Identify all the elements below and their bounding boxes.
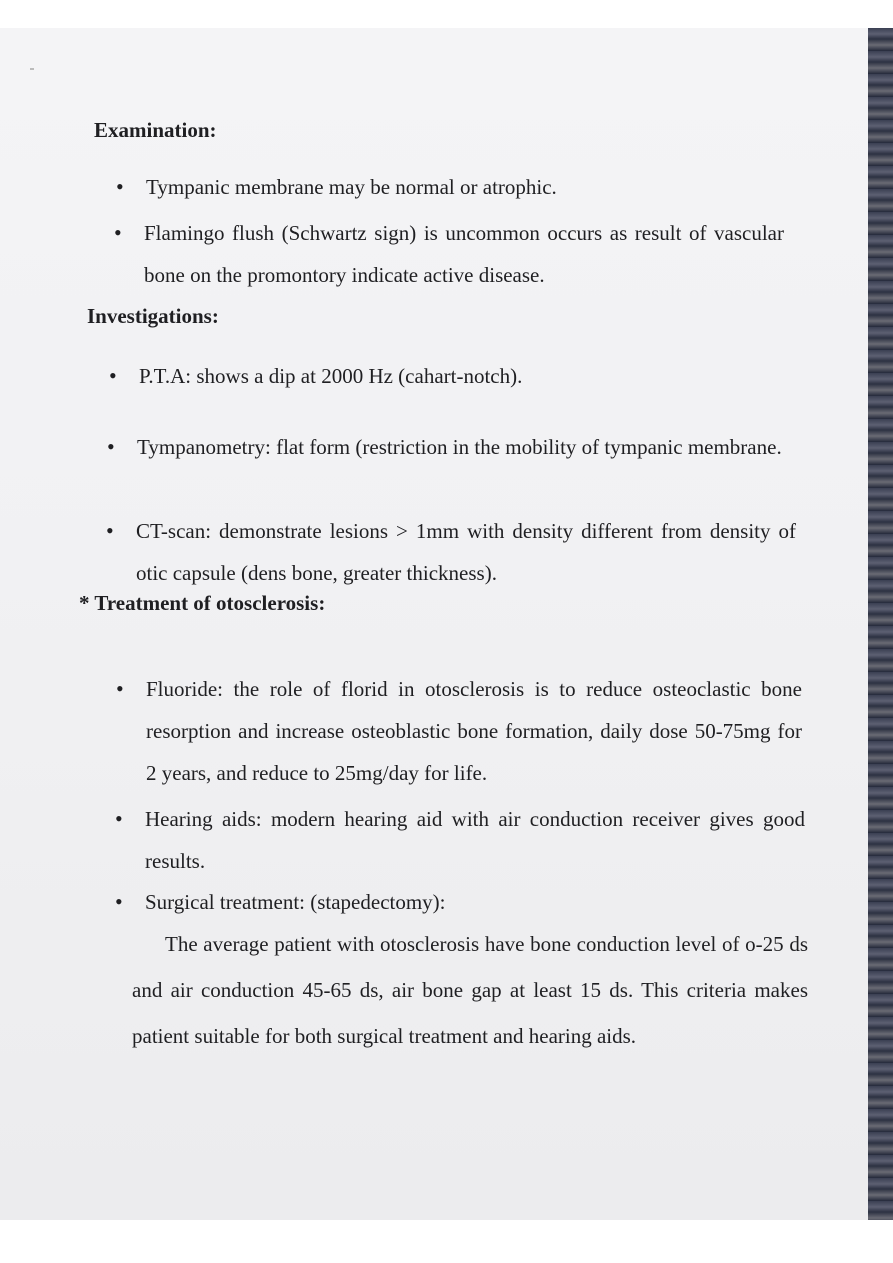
treatment-heading: * Treatment of otosclerosis:: [79, 591, 326, 615]
surgical-paragraph: The average patient with otosclerosis have bone conduction level of o-25 ds and air conduction 45-65 ds, air bone gap at least 15 ds. This criteria makes patient suitable for both surgical treatment and hearing aids.: [132, 932, 808, 1048]
examination-item-1: • Tympanic membrane may be normal or atrophic.: [146, 166, 766, 208]
treatment-item-hearing-aids: • Hearing aids: modern hearing aid with air conduction receiver gives good results.: [145, 798, 805, 882]
paper-sheet: [0, 28, 868, 1220]
document-photo: [0, 28, 893, 1220]
treatment-item-fluoride: • Fluoride: the role of florid in otosclerosis is to reduce osteoclastic bone resorption and increase osteoblastic bone formation, daily dose 50-75mg for 2 years, and reduce to 25mg/day for life.: [146, 668, 802, 794]
investigations-heading: Investigations:: [87, 304, 219, 328]
investigations-item-2: • Tympanometry: flat form (restriction in the mobility of tympanic membrane.: [137, 426, 793, 468]
page-content: [0, 28, 868, 1220]
investigations-item-3: • CT-scan: demonstrate lesions > 1mm with density different from density of otic capsule (dens bone, greater thickness).: [136, 510, 796, 594]
investigations-item-1: • P.T.A: shows a dip at 2000 Hz (cahart-notch).: [139, 355, 779, 397]
examination-item-2: • Flamingo flush (Schwartz sign) is uncommon occurs as result of vascular bone on the promontory indicate active disease.: [144, 212, 784, 296]
treatment-item-surgical: • Surgical treatment: (stapedectomy):: [145, 881, 785, 923]
background-edge: [868, 28, 893, 1220]
examination-heading: Examination:: [94, 118, 217, 142]
